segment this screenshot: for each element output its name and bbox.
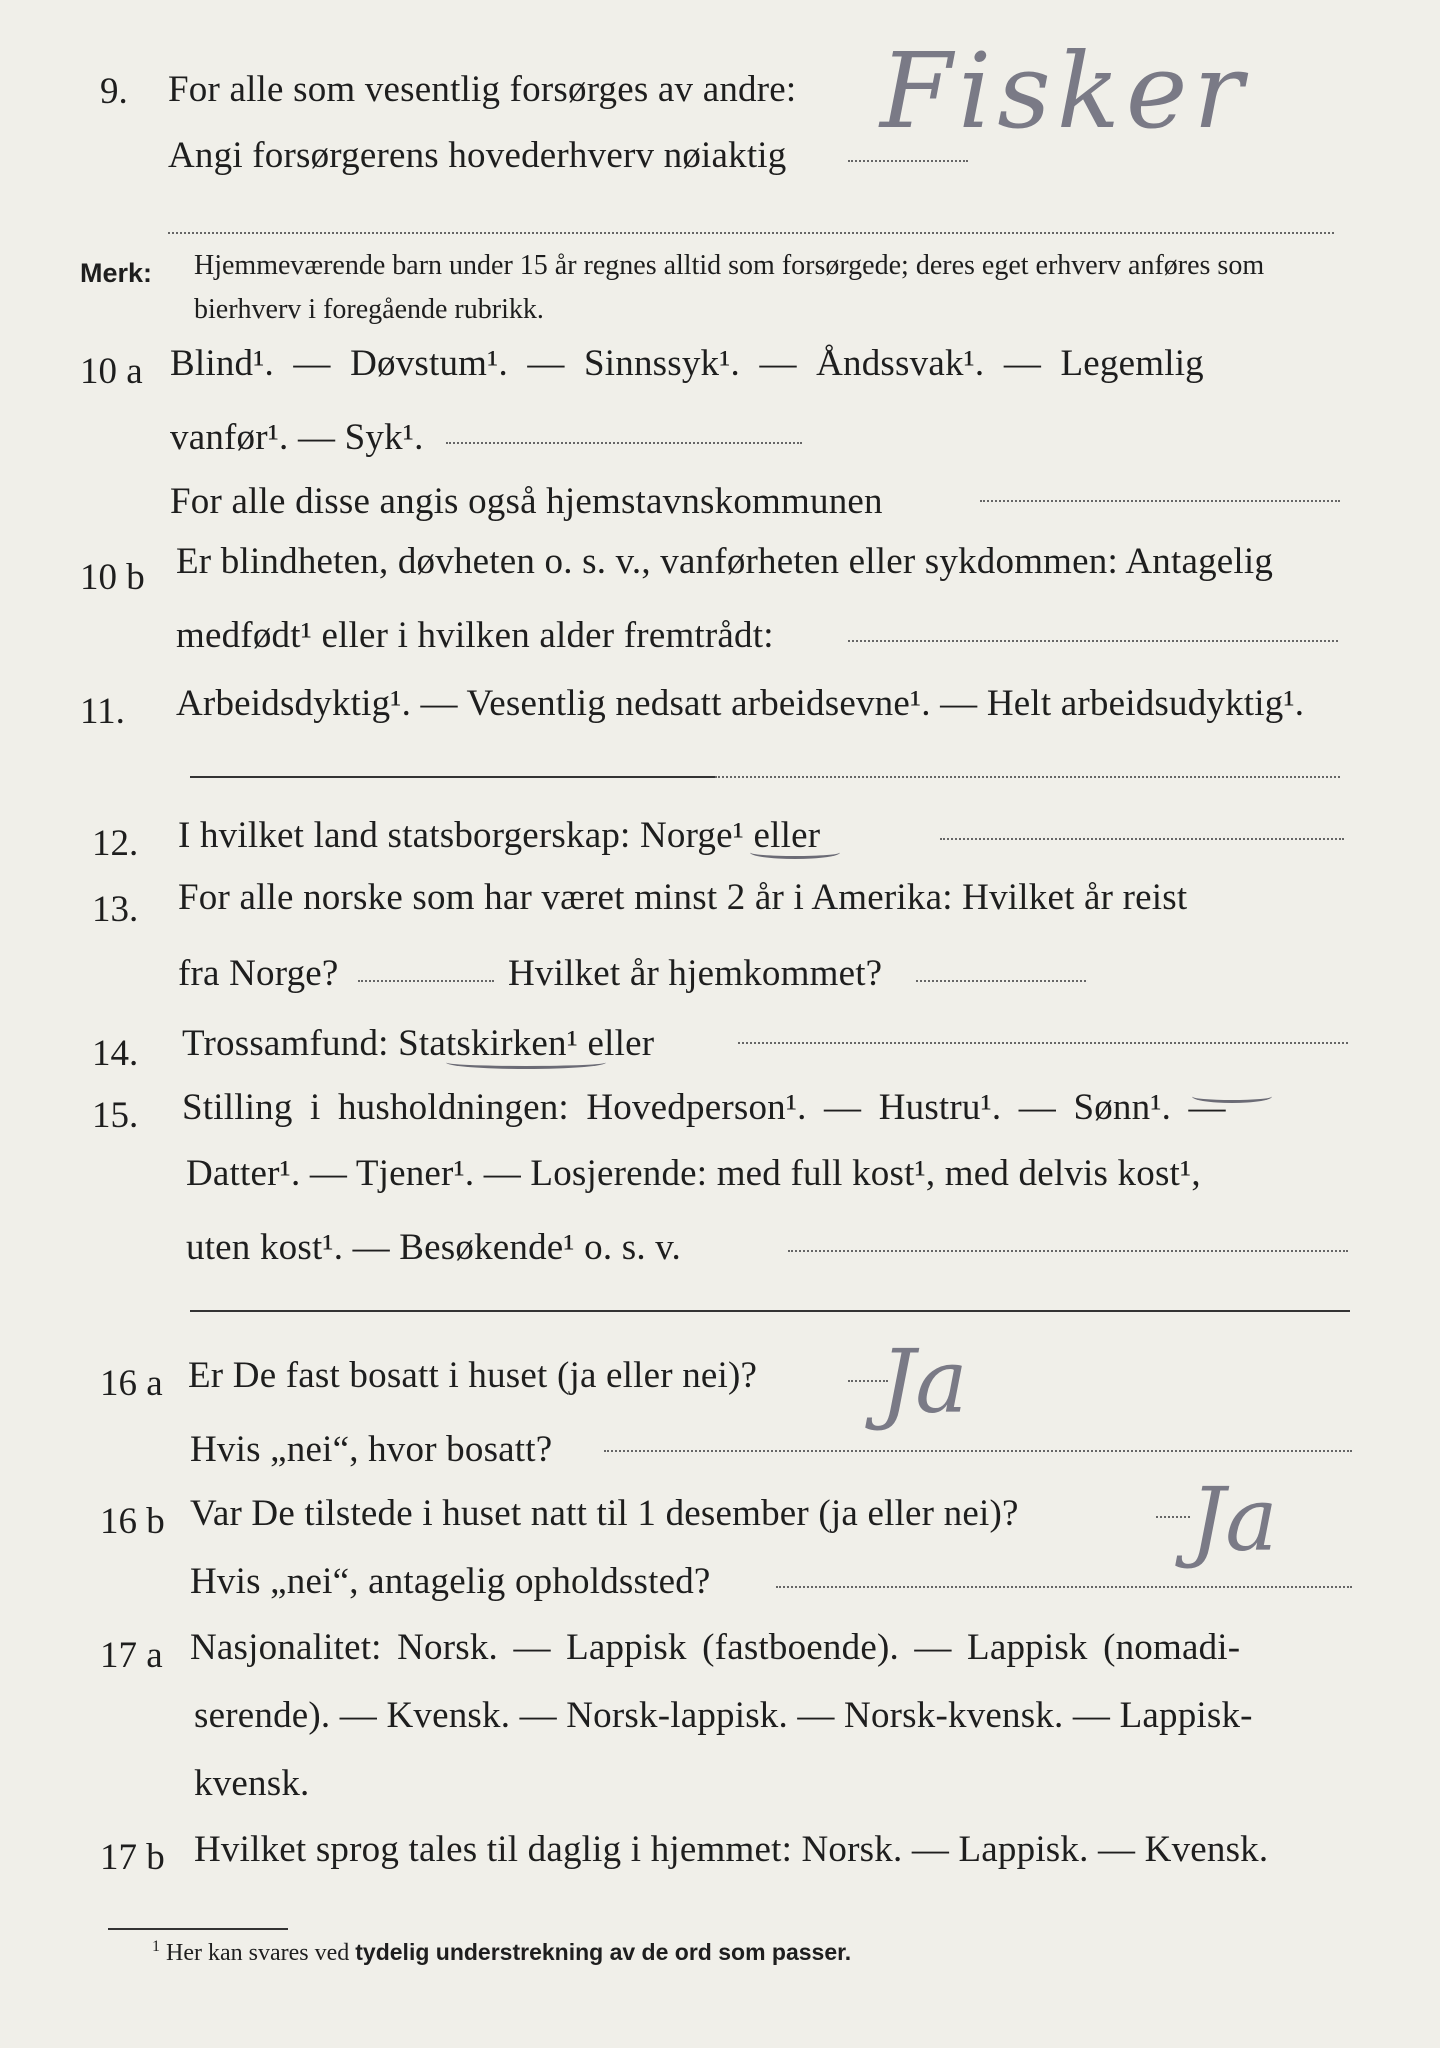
question-number: 10 b <box>80 557 145 598</box>
question-text: Angi forsørgerens hovederhverv nøiaktig <box>168 135 787 176</box>
handwritten-answer: Ja <box>1190 1468 1278 1571</box>
question-text: For alle som vesentlig forsørges av andre: <box>168 69 797 110</box>
handwritten-answer: Fisker <box>880 30 1250 152</box>
question-text: I hvilket land statsborgerskap: Norge¹ eller <box>178 815 821 856</box>
footnote-emphasis: tydelig understrekning av de ord som passer. <box>355 1939 852 1965</box>
question-text: Hvilket sprog tales til daglig i hjemmet: Norsk. — Lappisk. — Kvensk. <box>194 1829 1269 1870</box>
question-number: 9. <box>100 71 128 112</box>
question-text: Datter¹. — Tjener¹. — Losjerende: med full kost¹, med delvis kost¹, <box>186 1153 1201 1194</box>
question-text: vanfør¹. — Syk¹. <box>170 417 424 458</box>
question-text: uten kost¹. — Besøkende¹ o. s. v. <box>186 1227 682 1268</box>
question-text: serende). — Kvensk. — Norsk-lappisk. — Norsk-kvensk. — Lappisk- <box>194 1695 1253 1736</box>
answer-line <box>776 1586 1352 1588</box>
answer-line <box>980 500 1340 502</box>
answer-line <box>788 1250 1348 1252</box>
footnote <box>152 1938 851 1967</box>
footnote-mark: 1 <box>152 1938 160 1955</box>
question-number: 16 b <box>100 1501 165 1542</box>
answer-line <box>738 1042 1348 1044</box>
footnote-divider <box>108 1928 288 1930</box>
answer-line <box>916 980 1086 982</box>
question-number: 14. <box>92 1033 139 1074</box>
answer-line <box>446 442 802 444</box>
answer-line <box>848 160 968 162</box>
question-number: 13. <box>92 889 139 930</box>
question-text: Nasjonalitet: Norsk. — Lappisk (fastboende). — Lappisk (nomadi- <box>190 1627 1241 1668</box>
question-text: fra Norge? <box>178 953 339 994</box>
question-number: 17 a <box>100 1635 163 1676</box>
answer-line <box>1156 1516 1190 1518</box>
question-text: For alle disse angis også hjemstavnskommunen <box>170 481 883 522</box>
answer-line <box>190 1310 1350 1312</box>
question-text: medfødt¹ eller i hvilken alder fremtrådt: <box>176 615 774 656</box>
question-number: 12. <box>92 823 139 864</box>
handwritten-answer: Ja <box>880 1330 968 1433</box>
note-label: Merk: <box>80 258 153 288</box>
question-number: 17 b <box>100 1837 165 1878</box>
answer-line <box>358 980 494 982</box>
underline-mark <box>750 846 840 859</box>
question-text: Stilling i husholdningen: Hovedperson¹. — Hustru¹. — Sønn¹. — <box>182 1087 1226 1128</box>
question-number: 16 a <box>100 1363 163 1404</box>
question-text: Hvis „nei“, hvor bosatt? <box>190 1429 553 1470</box>
question-text: Blind¹. — Døvstum¹. — Sinnssyk¹. — Åndssvak¹. — Legemlig <box>170 343 1204 384</box>
question-text: Hvis „nei“, antagelig opholdssted? <box>190 1561 711 1602</box>
answer-line <box>715 776 1340 778</box>
underline-mark <box>1192 1090 1272 1103</box>
underline-mark <box>446 1056 606 1069</box>
answer-line <box>848 640 1338 642</box>
footnote-text: Her kan svares ved <box>166 1940 350 1966</box>
answer-line <box>168 232 1334 234</box>
answer-line <box>190 776 715 778</box>
question-text: Er De fast bosatt i huset (ja eller nei)? <box>188 1355 758 1396</box>
answer-line <box>604 1450 1352 1452</box>
question-number: 15. <box>92 1095 139 1136</box>
question-text: For alle norske som har været minst 2 år i Amerika: Hvilket år reist <box>178 877 1188 918</box>
question-text: Er blindheten, døvheten o. s. v., vanførheten eller sykdommen: Antagelig <box>176 541 1274 582</box>
answer-line <box>940 838 1344 840</box>
question-number: 11. <box>80 691 125 732</box>
question-text: Hvilket år hjemkommet? <box>508 953 883 994</box>
question-text: Var De tilstede i huset natt til 1 desember (ja eller nei)? <box>190 1493 1019 1534</box>
question-text: Trossamfund: Statskirken¹ eller <box>182 1023 655 1064</box>
question-text: kvensk. <box>194 1763 310 1804</box>
question-text: Arbeidsdyktig¹. — Vesentlig nedsatt arbeidsevne¹. — Helt arbeidsudyktig¹. <box>176 683 1305 724</box>
question-number: 10 a <box>80 351 143 392</box>
note-text: Hjemmeværende barn under 15 år regnes alltid som forsørgede; deres eget erhverv anføres som bierhverv i foregående rubrikk. <box>194 250 1265 325</box>
